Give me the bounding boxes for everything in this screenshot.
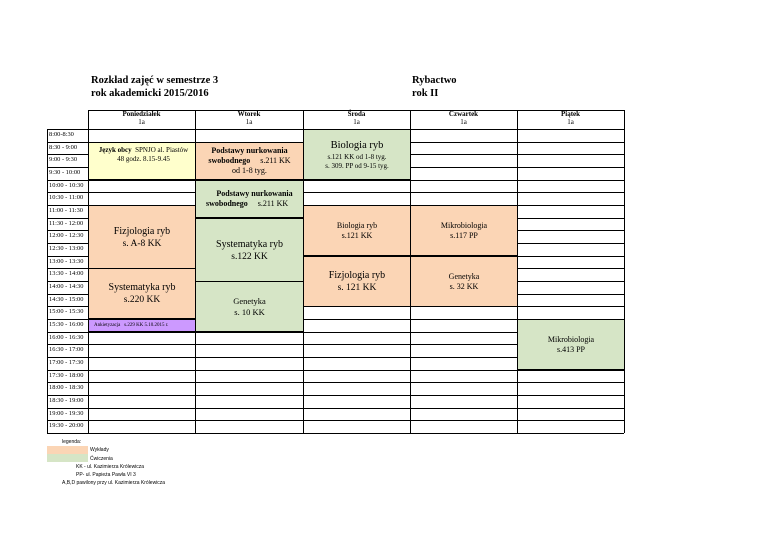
time-slot-label: 14:30 - 15:00	[49, 296, 84, 303]
day-name: Środa	[347, 110, 366, 118]
class-room: s. A-8 KK	[122, 238, 162, 249]
time-slot-label: 14:00 - 14:30	[49, 283, 84, 290]
grid-line	[624, 110, 625, 433]
grid-line	[47, 420, 624, 421]
class-room-1: s.121 KK od 1-8 tyg.	[327, 152, 387, 161]
day-name: Wtorek	[237, 110, 261, 118]
legend-title: legenda:	[62, 439, 82, 445]
grid-line	[47, 433, 624, 434]
class-title: Ankietyzacja	[94, 323, 121, 328]
day-group: 1a	[460, 118, 467, 126]
time-slot-label: 13:30 - 14:00	[49, 270, 84, 277]
class-title: Mikrobiologia	[547, 334, 595, 344]
time-slot-label: 9:30 - 10:00	[49, 169, 81, 176]
grid-line	[47, 395, 624, 396]
day-name: Czwartek	[448, 110, 479, 118]
day-header-monday	[88, 110, 195, 126]
grid-line	[47, 129, 48, 433]
class-diving-basics-tuesday-1	[195, 142, 304, 180]
class-place: SPNJO al. Piastów	[135, 146, 189, 154]
class-genetics-thursday	[410, 256, 518, 307]
class-title: Mikrobiologia	[440, 220, 488, 230]
class-title-2: swobodnego	[206, 199, 248, 208]
day-header-thursday	[410, 110, 517, 126]
class-room: s.220 KK	[123, 295, 161, 305]
class-title-room-line	[208, 156, 290, 166]
class-weeks: od 1-8 tyg.	[232, 166, 267, 175]
class-title-line	[92, 146, 195, 155]
class-room: s.122 KK	[231, 251, 268, 262]
grid-line	[47, 370, 624, 371]
class-room-2: s. 309. PP od 9-15 tyg.	[325, 161, 389, 170]
time-slot-label: 19:30 - 20:00	[49, 422, 84, 429]
time-slot-label: 13:00 - 13:30	[49, 258, 84, 265]
class-fish-biology-wednesday-2	[303, 205, 411, 256]
class-title: Fizjologia ryb	[328, 270, 386, 281]
class-genetics-tuesday	[195, 281, 304, 332]
class-fish-biology-wednesday-1	[303, 129, 411, 180]
legend-swatch-exercises	[47, 454, 88, 462]
time-slot-label: 12:30 - 13:00	[49, 245, 84, 252]
day-group: 1a	[567, 118, 574, 126]
class-survey-monday	[88, 319, 196, 332]
class-room: s.413 PP	[556, 344, 585, 354]
time-slot-label: 8:00-8:30	[49, 131, 74, 138]
class-room: s. 121 KK	[337, 283, 377, 293]
time-slot-label: 16:00 - 16:30	[49, 334, 84, 341]
time-slot-label: 17:00 - 17:30	[49, 359, 84, 366]
class-diving-basics-tuesday-2	[195, 180, 304, 218]
class-room: s.229 KK 5.10.2015 r.	[124, 323, 169, 328]
class-fish-systematics-monday	[88, 268, 196, 319]
class-fish-physiology-monday	[88, 205, 196, 269]
time-slot-label: 11:00 - 11:30	[49, 207, 83, 214]
class-room: s. 10 KK	[234, 306, 265, 317]
class-title: Język obcy	[98, 146, 132, 154]
class-title: Biologia ryb	[336, 220, 378, 230]
grid-line	[47, 382, 624, 383]
time-slot-label: 15:00 - 15:30	[49, 308, 84, 315]
time-slot-label: 11:30 - 12:00	[49, 220, 84, 227]
class-title-2: swobodnego	[208, 156, 251, 165]
class-fish-physiology-wednesday	[303, 256, 411, 307]
time-slot-label: 8:30 - 9:00	[49, 144, 78, 151]
legend-exercises: Ćwiczenia	[90, 456, 113, 462]
time-slot-label: 17:30 - 18:00	[49, 372, 84, 379]
day-header-friday	[517, 110, 624, 126]
time-slot-label: 16:30 - 17:00	[49, 346, 84, 353]
time-slot-label: 18:00 - 18:30	[49, 384, 84, 391]
class-fish-systematics-tuesday	[195, 218, 304, 282]
study-year: rok II	[412, 88, 439, 99]
legend-kk: KK - ul. Kazimierza Królewicza	[76, 464, 145, 470]
class-room: s. 32 KK	[449, 281, 479, 291]
time-slot-label: 10:30 - 11:00	[49, 194, 84, 201]
legend-pp: PP- ul. Papieża Pawła VI 3	[76, 472, 136, 478]
class-room: s.211 KK	[260, 156, 291, 165]
class-title: Systematyka ryb	[216, 238, 283, 250]
grid-line	[47, 192, 624, 193]
class-language-monday	[88, 142, 196, 180]
grid-line	[88, 110, 624, 111]
class-title: Genetyka	[448, 271, 480, 281]
class-microbiology-thursday	[410, 205, 518, 256]
title-line-1: Rozkład zajęć w semestrze 3	[91, 75, 219, 86]
field-name: Rybactwo	[412, 75, 457, 86]
class-room: s.211 KK	[257, 199, 289, 208]
day-header-wednesday	[303, 110, 410, 126]
class-hours: 48 godz. 8.15-9.45	[117, 155, 170, 163]
time-slot-label: 18:30 - 19:00	[49, 397, 84, 404]
class-title-room-line	[206, 199, 288, 209]
legend-lectures: Wykłady	[90, 447, 109, 453]
class-title: Podstawy nurkowania	[211, 146, 288, 155]
time-slot-label: 12:00 - 12:30	[49, 232, 84, 239]
class-title: Systematyka ryb	[108, 282, 176, 293]
day-name: Poniedziałek	[122, 110, 161, 118]
class-room: s.117 PP	[450, 230, 478, 240]
class-microbiology-friday	[517, 319, 625, 370]
legend-swatch-lectures	[47, 446, 88, 454]
grid-line	[47, 408, 624, 409]
day-header-tuesday	[195, 110, 303, 126]
class-title: Fizjologia ryb	[113, 225, 171, 237]
time-slot-label: 15:30 - 16:00	[49, 321, 84, 328]
day-name: Piątek	[560, 110, 581, 118]
grid-line	[47, 180, 624, 181]
class-room: s.121 KK	[341, 230, 373, 240]
time-slot-label: 9:00 - 9:30	[49, 156, 78, 163]
legend-abd: A,B,D pawilony przy ul. Kazimierza Królewicza	[62, 480, 166, 486]
day-group: 1a	[353, 118, 360, 126]
title-line-2: rok akademicki 2015/2016	[91, 88, 209, 99]
day-group: 1a	[138, 118, 145, 126]
class-title: Podstawy nurkowania	[216, 189, 293, 198]
class-title: Genetyka	[233, 295, 266, 306]
time-slot-label: 10:00 - 10:30	[49, 182, 84, 189]
class-title: Biologia ryb	[330, 139, 384, 151]
day-group: 1a	[245, 118, 253, 126]
time-slot-label: 19:00 - 19:30	[49, 410, 84, 417]
